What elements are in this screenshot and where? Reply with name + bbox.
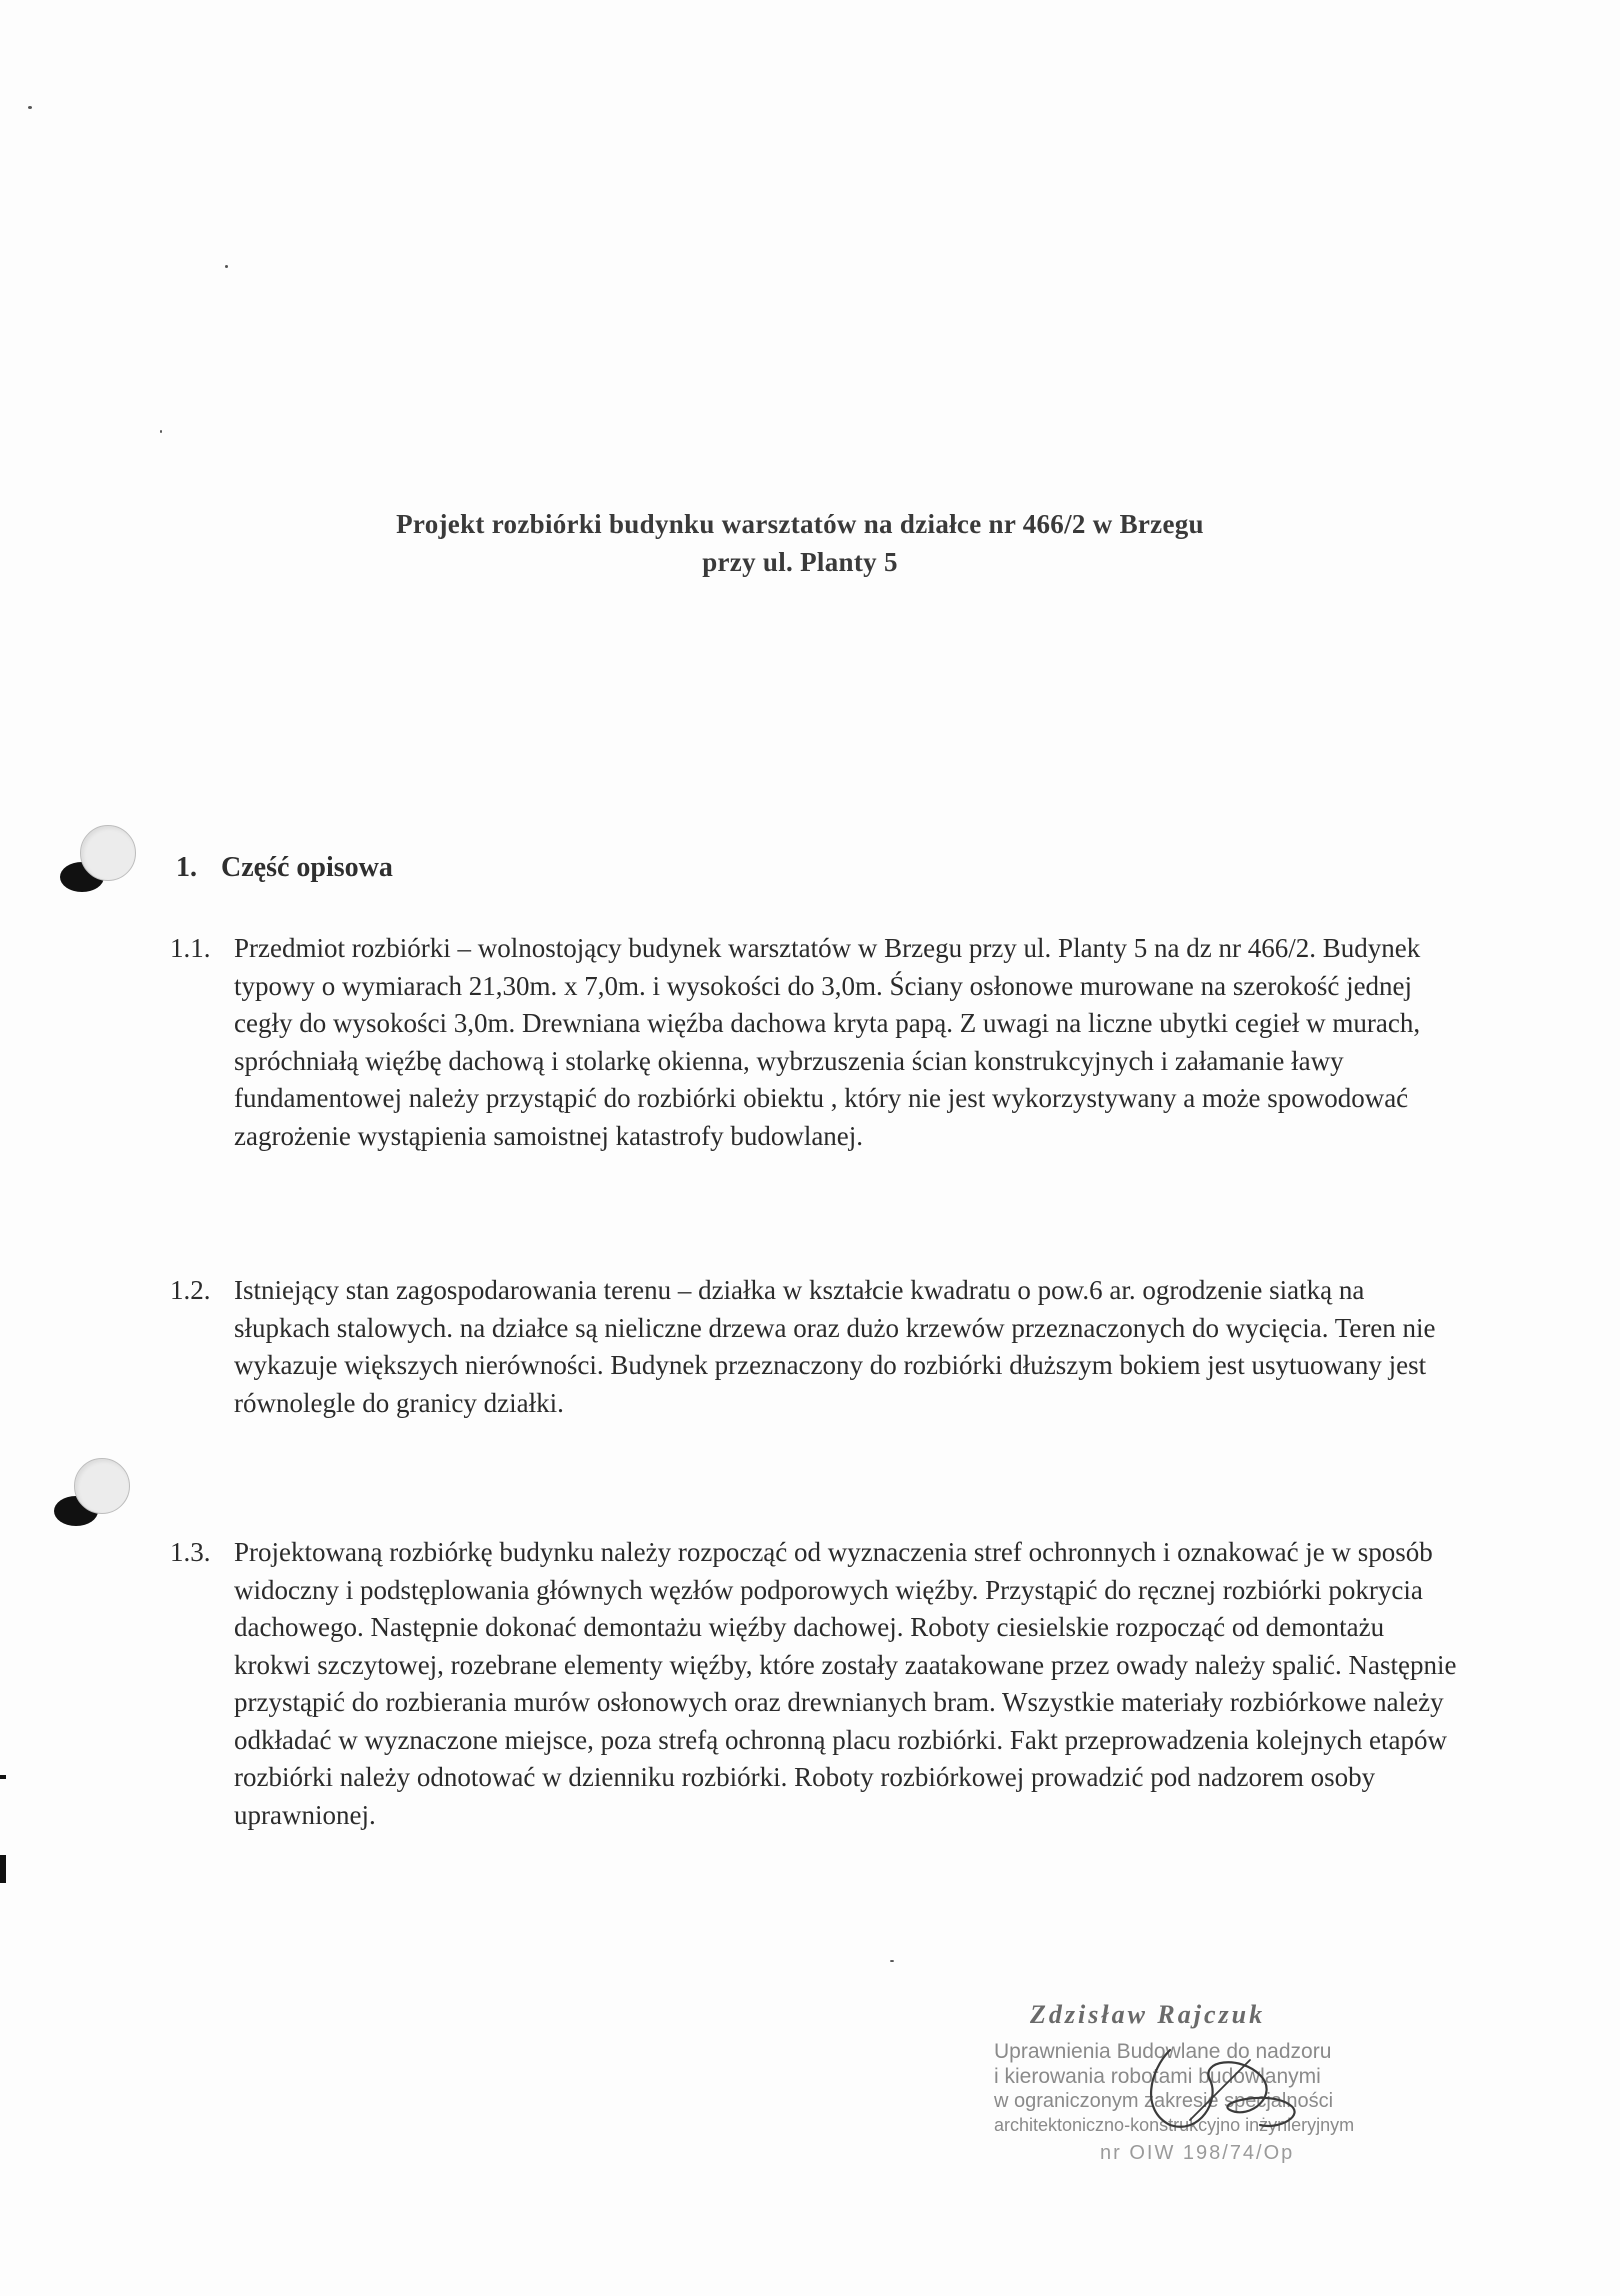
scan-speck — [160, 430, 162, 433]
scan-speck — [890, 1960, 894, 1962]
item-text: Przedmiot rozbiórki – wolnostojący budynek warsztatów w Brzegu przy ul. Planty 5 na dz nr 466/2. Budynek typowy o wymiarach 21,30m. x 7,0m. i wysokości do 3,0m. Ściany osłonowe murowane na szerokość jednej cegły do wysokości 3,0m. Drewniana więźba dachowa kryta papą. Z uwagi na liczne ubytki cegieł w murach, spróchniałą więźbę dachową i stolarkę okienna, wybrzuszenia ścian konstrukcyjnych i załamanie ławy fundamentowej należy przystąpić do rozbiórki obiektu , który nie jest wykorzystywany a może spowodować zagrożenie wystąpienia samoistnej katastrofy budowlanej. — [234, 933, 1421, 1151]
stamp-line: architektoniczno-konstrukcyjno inżynieryjnym — [994, 2115, 1355, 2135]
stamp-line: i kierowania robotami budowlanymi — [994, 2065, 1321, 2088]
stamp-name: Zdzisław Rajczuk — [1030, 2000, 1266, 2029]
stamp-line: Uprawnienia Budowlane do nadzoru — [994, 2040, 1332, 2063]
stamp-line: w ograniczonym zakresie specjalności — [994, 2090, 1334, 2112]
list-item — [170, 1272, 1460, 1422]
list-item — [170, 1534, 1460, 1834]
stamp-line: nr OIW 198/74/Op — [1100, 2142, 1295, 2164]
section-number: 1. — [176, 852, 197, 883]
item-text: Istniejący stan zagospodarowania terenu – działka w kształcie kwadratu o pow.6 ar. ogrodzenie siatką na słupkach stalowych. na działce są nieliczne drzewa oraz dużo krzewów przeznaczonych do wycięcia. Teren nie wykazuje większych nierówności. Budynek przeznaczony do rozbiórki dłuższym bokiem jest usytuowany jest równolegle do granicy działki. — [234, 1275, 1436, 1418]
handwritten-signature — [1130, 2030, 1330, 2140]
title-line-1: Projekt rozbiórki budynku warsztatów na działce nr 466/2 w Brzegu — [396, 509, 1204, 539]
list-item — [170, 930, 1460, 1155]
section-title: Część opisowa — [221, 852, 393, 883]
item-number: 1.3. — [170, 1537, 211, 1567]
punch-hole — [74, 1458, 130, 1514]
item-text: Projektowaną rozbiórkę budynku należy rozpocząć od wyznaczenia stref ochronnych i oznakować je w sposób widoczny i podstęplowania głównych węzłów podporowych więźby. Przystąpić do ręcznej rozbiórki pokrycia dachowego. Następnie dokonać demontażu więźby dachowej. Roboty ciesielskie rozpocząć od demontażu krokwi szczytowej, rozebrane elementy więźby, które zostały zaatakowane przez owady należy spalić. Następnie przystąpić do rozbierania murów osłonowych oraz drewnianych bram. Wszystkie materiały rozbiórkowe należy odkładać w wyznaczone miejsce, poza strefą ochronną placu rozbiórki. Fakt przeprowadzenia kolejnych etapów rozbiórki należy odnotować w dzienniku rozbiórki. Roboty rozbiórkowej prowadzić pod nadzorem osoby uprawnionej. — [234, 1537, 1457, 1830]
scan-edge-mark — [0, 1775, 6, 1779]
scan-edge-mark — [0, 1855, 6, 1883]
section-heading — [176, 852, 393, 884]
punch-hole — [80, 825, 136, 881]
scan-speck — [225, 265, 228, 268]
item-number: 1.2. — [170, 1275, 211, 1305]
document-title — [250, 505, 1350, 581]
item-number: 1.1. — [170, 933, 211, 963]
official-stamp — [990, 2000, 1470, 2164]
title-line-2: przy ul. Planty 5 — [702, 547, 898, 577]
scan-speck — [28, 106, 32, 109]
